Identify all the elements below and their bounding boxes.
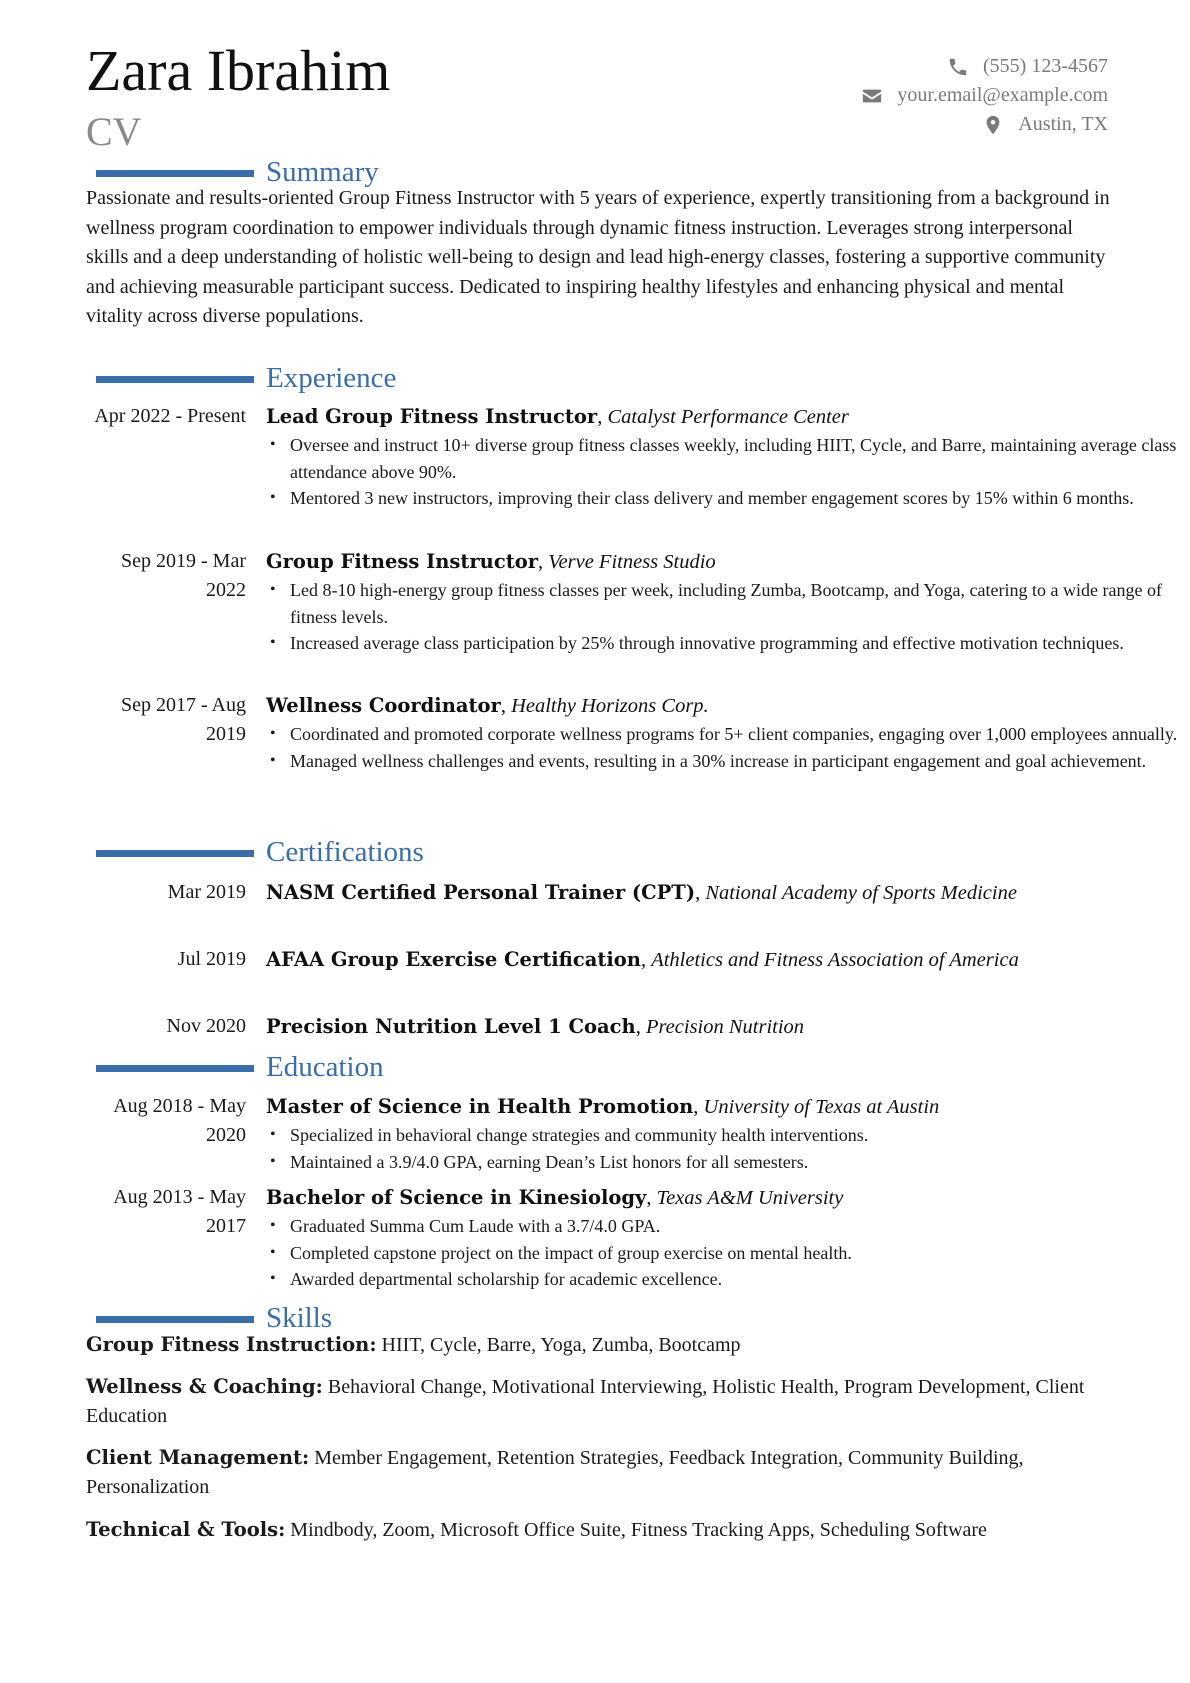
entry-org: Precision Nutrition xyxy=(645,1016,805,1038)
skill-label: Client Management: xyxy=(86,1446,310,1469)
entry-role: Bachelor of Science in Kinesiology xyxy=(266,1186,647,1209)
bullet-item: • Mentored 3 new instructors, improving their class delivery and member engagement scores by 15% within 6 months. xyxy=(290,485,1186,512)
entry-org: Texas A&M University xyxy=(656,1187,844,1209)
entry-bullets xyxy=(266,721,1186,774)
entry-role: Precision Nutrition Level 1 Coach xyxy=(266,1015,636,1038)
entry-date: Nov 2020 xyxy=(166,1015,246,1037)
bullet-item: • Specialized in behavioral change strategies and community health interventions. xyxy=(290,1122,1186,1149)
section-accent-bar xyxy=(96,1316,254,1323)
section-title: Certifications xyxy=(266,836,424,868)
skill-values: HIIT, Cycle, Barre, Yoga, Zumba, Bootcamp xyxy=(381,1334,741,1356)
education-section-header xyxy=(96,1050,896,1084)
email-link[interactable]: your.email@example.com xyxy=(897,84,1108,106)
skill-label: Technical & Tools: xyxy=(86,1518,286,1541)
entry-role: AFAA Group Exercise Certification xyxy=(266,948,641,971)
bullet-item: • Oversee and instruct 10+ diverse group fitness classes weekly, including HIIT, Cycle, and Barre, maintaining average class attendance above 90%. xyxy=(290,432,1186,485)
skill-group xyxy=(86,1443,1116,1502)
bullet-item: • Completed capstone project on the impact of group exercise on mental health. xyxy=(290,1240,1186,1267)
entry-org: University of Texas at Austin xyxy=(703,1096,940,1118)
entry-org: Healthy Horizons Corp. xyxy=(511,695,709,717)
cv-page: Zara Ibrahim CV (555) 123-4567 your.email@example.com Austin, TX Summary Passionate and results-oriented Group Fitness Instructor with 5 years of experience, expertly transitioning from a background in wellness program coordination to empower individuals through dynamic fitness instruction. Leverages strong interpersonal skills and a deep understanding of holistic well-being to design and lead high-energy classes, fostering a supportive community and achieving measurable participant success. Dedicated to inspiring healthy lifestyles and enhancing physical and mental vitality across diverse populations. Experience Apr 2022 - Present Lead Group Fitness Instructor, Catalyst Performance Center • Oversee and instruct 10+ diverse group fitness classes weekly, including HIIT, Cycle, and Barre, maintaining average class attendance above 90%. • Mentored 3 new instructors, improving their class delivery and member engagement scores by 15% within 6 months. Sep 2019 - Mar 2022 Group Fitness Instructor, Verve Fitness Studio • Led 8-10 high-energy group fitness classes per week, including Zumba, Bootcamp, and Yoga, catering to a wide range of fitness levels. • Increased average class participation by 25% through innovative programming and effective motivation techniques. Sep 2017 - Aug 2019 Wellness Coordinator, Healthy Horizons Corp. • Coordinated and promoted corporate wellness programs for 5+ client companies, engaging over 1,000 employees annually. • Managed wellness challenges and events, resulting in a 30% increase in participant engagement and goal achievement. Certifications Mar 2019 NASM Certified Personal Trainer (CPT), National Academy of Sports Medicine Jul 2019 AFAA Group Exercise Certification, Athletics and Fitness Association of America Nov 2020 Precision Nutrition Level 1 Coach, Precision Nutrition Education Aug 2018 - May 2020 Master of Science in Health Promotion, University of Texas at Austin • Specialized in behavioral change strategies and community health interventions. • Maintained a 3.9/4.0 GPA, earning Dean’s List honors for all semesters. Aug 2013 - May 2017 Bachelor of Science in Kinesiology, Texas A&M University • Graduated Summa Cum Laude with a 3.7/4.0 GPA. • Completed capstone project on the impact of group exercise on mental health. • Awarded departmental scholarship for academic excellence. Skills Group Fitness Instruction: HIIT, Cycle, Barre, Yoga, Zumba, Bootcamp Wellness & Coaching: Behavioral Change, Motivational Interviewing, Holistic Health, Program Development, Client Education Client Management: Member Engagement, Retention Strategies, Feedback Integration, Community Building, Personalization Technical & Tools: Mindbody, Zoom, Microsoft Office Suite, Fitness Tracking Apps, Scheduling Software xyxy=(0,0,1190,1683)
entry-role: Lead Group Fitness Instructor xyxy=(266,405,598,428)
entry-date: Sep 2019 - Mar 2022 xyxy=(121,550,246,601)
skill-label: Group Fitness Instruction: xyxy=(86,1333,377,1356)
entry-role: Master of Science in Health Promotion xyxy=(266,1095,694,1118)
experience-section-header xyxy=(96,361,896,395)
entry-date: Aug 2013 - May 2017 xyxy=(113,1186,246,1237)
phone-text: (555) 123-4567 xyxy=(983,55,1108,77)
bullet-item: • Graduated Summa Cum Laude with a 3.7/4.0 GPA. xyxy=(290,1213,1186,1240)
phone-icon xyxy=(947,56,969,78)
section-title: Summary xyxy=(266,156,379,188)
skill-group xyxy=(86,1372,1116,1431)
section-title: Education xyxy=(266,1051,384,1083)
envelope-icon xyxy=(861,85,883,107)
entry-org: Catalyst Performance Center xyxy=(607,406,849,428)
map-pin-icon xyxy=(982,114,1004,136)
entry-bullets xyxy=(266,432,1186,512)
skill-values: Mindbody, Zoom, Microsoft Office Suite, Fitness Tracking Apps, Scheduling Software xyxy=(290,1519,987,1541)
entry-bullets xyxy=(266,1213,1186,1293)
entry-role: Wellness Coordinator xyxy=(266,694,501,717)
entry-date: Sep 2017 - Aug 2019 xyxy=(121,694,246,745)
entry-org: Verve Fitness Studio xyxy=(548,551,716,573)
skill-group xyxy=(86,1515,1116,1545)
bullet-item: • Increased average class participation by 25% through innovative programming and effective motivation techniques. xyxy=(290,630,1186,657)
bullet-item: • Awarded departmental scholarship for academic excellence. xyxy=(290,1266,1186,1293)
candidate-name: Zara Ibrahim xyxy=(86,38,391,103)
bullet-item: • Managed wellness challenges and events, resulting in a 30% increase in participant engagement and goal achievement. xyxy=(290,748,1186,775)
location-text: Austin, TX xyxy=(1018,113,1108,135)
document-subtitle: CV xyxy=(86,109,142,154)
entry-date: Jul 2019 xyxy=(177,948,246,970)
skill-label: Wellness & Coaching: xyxy=(86,1375,323,1398)
entry-role: Group Fitness Instructor xyxy=(266,550,539,573)
certifications-section-header xyxy=(96,835,896,869)
section-title: Skills xyxy=(266,1302,333,1334)
section-accent-bar xyxy=(96,376,254,383)
contact-block xyxy=(861,52,1108,139)
skill-values: Behavioral Change, Motivational Interviewing, Holistic Health, Program Development, Client Education xyxy=(86,1376,1085,1427)
bullet-item: • Coordinated and promoted corporate wellness programs for 5+ client companies, engaging over 1,000 employees annually. xyxy=(290,721,1186,748)
contact-email xyxy=(861,81,1108,110)
bullet-item: • Maintained a 3.9/4.0 GPA, earning Dean’s List honors for all semesters. xyxy=(290,1149,1186,1176)
bullet-item: • Led 8-10 high-energy group fitness classes per week, including Zumba, Bootcamp, and Yoga, catering to a wide range of fitness levels. xyxy=(290,577,1186,630)
section-title: Experience xyxy=(266,362,397,394)
section-accent-bar xyxy=(96,1065,254,1072)
entry-org: Athletics and Fitness Association of America xyxy=(651,949,1019,971)
section-accent-bar xyxy=(96,850,254,857)
entry-date: Aug 2018 - May 2020 xyxy=(113,1095,246,1146)
section-accent-bar xyxy=(96,170,254,177)
summary-text: Passionate and results-oriented Group Fitness Instructor with 5 years of experience, expertly transitioning from a background in wellness program coordination to empower individuals through dynamic fitness instruction. Leverages strong interpersonal skills and a deep understanding of holistic well-being to design and lead high-energy classes, fostering a supportive community and achieving measurable participant success. Dedicated to inspiring healthy lifestyles and enhancing physical and mental vitality across diverse populations. xyxy=(86,187,1110,327)
entry-date: Apr 2022 - Present xyxy=(94,405,246,427)
entry-bullets xyxy=(266,1122,1186,1175)
entry-org: National Academy of Sports Medicine xyxy=(705,882,1017,904)
entry-role: NASM Certified Personal Trainer (CPT) xyxy=(266,881,696,904)
entry-date: Mar 2019 xyxy=(167,881,246,903)
skill-group xyxy=(86,1330,1116,1360)
contact-location xyxy=(861,110,1108,139)
contact-phone xyxy=(861,52,1108,81)
skill-values: Member Engagement, Retention Strategies, Feedback Integration, Community Building, Personalization xyxy=(86,1447,1024,1498)
entry-bullets xyxy=(266,577,1186,657)
